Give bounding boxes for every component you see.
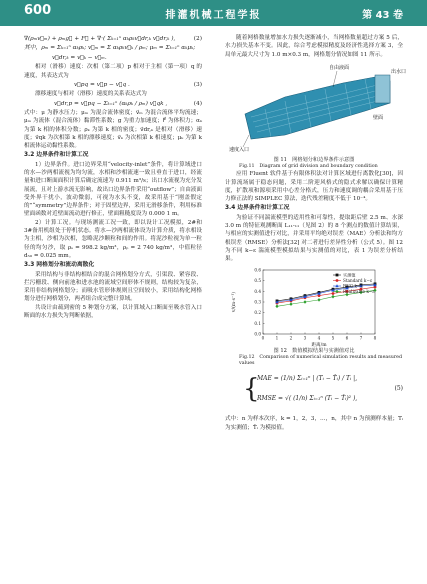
figure-12	[225, 264, 403, 348]
free-surface-label: 自由液面	[329, 64, 350, 71]
legend-label: 实测值	[343, 272, 356, 278]
figure-12-caption-en: Fig.12 Comparison of numerical simulation results and measured values	[239, 354, 403, 366]
y-tick-label: 0.1	[254, 320, 261, 326]
y-tick-label: 0.0	[254, 331, 261, 337]
equation-2-number: (2)	[193, 36, 202, 42]
x-tick-label: 0	[261, 335, 265, 341]
x-axis-label: 距离/m	[311, 342, 327, 348]
y-axis-label: v/(m·s⁻¹)	[232, 291, 237, 312]
section-3-4-heading: 3.4 边界条件和计算工况	[225, 205, 290, 212]
y-tick-label: 0.6	[254, 267, 261, 273]
data-point	[332, 292, 335, 295]
velocity-comparison-chart	[225, 264, 403, 348]
symbol-definitions: 式中：μ 为静水压力；μₘ 为混合流体密度；v⃗ₘ 为混合流体平均流速；μₘ 为流体（混合流体）黏滞性系数；g 为重力加速度；F⃗ 为体积力；αₖ 为第 k 相的体积分数；ρₖ 为第 k 相的密度；v⃗dr,ₖ 是相对（滑移）速度；v⃗qk 为次相第 k 相的漂移速度；v⃗ₖ 为次相第 k 相速度；μₖ 为第 k 相流体运动黏性系数。	[24, 109, 202, 150]
equation-2	[24, 35, 202, 43]
x-tick-label: 2	[289, 335, 293, 341]
wall-label: 壁面	[373, 114, 384, 121]
outlet-label: 出水口	[391, 68, 407, 75]
inlet-label: 速度入口	[229, 146, 250, 153]
x-tick-label: 7	[359, 335, 363, 341]
legend-label: Realizable k−ε	[343, 288, 375, 294]
x-tick-label: 3	[303, 335, 307, 341]
y-tick-label: 0.5	[254, 277, 261, 283]
drift-velocity-definition: v⃗dr,ₖ = v⃗ₖ − v⃗ₘ.	[52, 54, 107, 61]
equation-5	[225, 367, 403, 415]
figure-12-caption: 图 12 数值模拟结果与实测值对比	[273, 347, 355, 354]
equation-4-body: v⃗dr,p = v⃗pq − Σₖ₌₁ⁿ (αₖρₖ / ρₘ) v⃗qk ,	[54, 100, 168, 107]
x-tick-label: 4	[317, 335, 321, 341]
validation-paragraph: 为验证不同湍流模型的适用性和可靠性，提取距后壁 2.5 m、水深 3.0 m 的特征观测断面 L₁₁-₁₁（见图 2）的 8 个测点的数值计算结果，与相应的实测值进行对比，并采用平均绝对误差（MAE）分析法和均方根误差（RMSE）分析法[32] 对二者进行差异性分析（公式 5）。图 12 为不同 k−ε 湍流模型模拟结果与实测值的对比，表 1 为误差分析结果。	[225, 214, 403, 263]
x-tick-label: 6	[345, 335, 349, 341]
figure-11-caption-en: Fig.11 Diagram of grid division and boundary condition	[239, 163, 378, 169]
y-tick-label: 0.4	[254, 288, 261, 294]
legend-label: RNG k−ε	[343, 283, 363, 289]
mesh-paragraph-1: 采用结构与非结构相结合的混合网格划分方式，引渠段、紧容段、拦污栅段、侧向前池和进水池的流域空间形体不规则，结构较为复杂，采用非结构网格划分；而吸水管形体规则且空间较小，采用结构化网格划分进行网格划分，两者组合成完整计算域。	[24, 271, 202, 303]
legend-marker	[336, 273, 339, 276]
mesh-domain	[245, 77, 390, 139]
equation-2-body: ∇(ρₘv⃗ₘ) + ρₘg⃗ + F⃗ + ∇·( Σₖ₌₁ⁿ αₖρₖv⃗dr,ₖ v⃗dr,ₖ ),	[24, 36, 176, 42]
slip-velocity-paragraph: 相对（滑移）速度：次相（第二项）p 相对于主相（第一项）q 的速度，其表达式为	[24, 64, 202, 79]
equation-5-number: (5)	[394, 385, 403, 393]
data-point	[331, 294, 334, 298]
computing-conditions-paragraph: 2）计算工况。与现场测流工况一致，即以设计工况模拟，2#和 3#备用机组处于停机状态。将水—沙两相流体设为计算介质，将水相设为主相，沙相为次相，忽略泥沙颗粒和间的作用。将泥沙粒视为单一粒径的均匀沙，取 ρₛ = 998.2 kg/m³，ρₚ = 2 740 kg/m³，中值粒径 d₅₀ = 0.025 mm。	[24, 219, 202, 259]
data-point	[275, 304, 278, 308]
legend-label: Standard k−ε	[343, 277, 373, 283]
section-3-2-heading: 3.2 边界条件和计算工况	[24, 152, 89, 159]
page-number: 600	[24, 3, 52, 18]
simulation-method-paragraph: 应用 Fluent 软件基于有限体积法对计算区域进行离散化[30]，因计算流场属于稳态问题，采用二阶迎风格式的隐式求解以确保计算精度，扩散项和源项采用中心差分格式，压力和速度调的耦合采用基于压力修正法的 SIMPLEC 算法，迭代残差精度不低于 10⁻⁴。	[225, 171, 403, 203]
mixture-definitions: 其中，ρₘ = Σₖ₌₁ⁿ αₖρₖ; v⃗ₘ = Σ αₖρₖv⃗ₖ / ρₘ; μₘ = Σₖ₌₁ⁿ αₖμₖ;	[24, 45, 196, 52]
x-tick-label: 1	[275, 335, 279, 341]
equation-3-body: v⃗pq = v⃗p − v⃗q .	[74, 81, 130, 88]
boundary-conditions-paragraph: 1）边界条件。进口边界采用“velocity-inlet”条件，将计算域进口的水—沙两相流视为均匀流，水相和沙相流速一致且垂直于进口，经流量和进口断面面积计算后确定流速为 0.911 m³/s；出口水流视为充分发展流，且对上游水流无影响，故出口边界条件采用“outflow”；自由液面受外界干扰小，波动微弱，可视为水头不变，故采用基于“刚盖假定的”“symmetry”边界条件；对于固壁边界，采用无滑移条件，利用标准壁面函数对近壁面流动进行修正，壁面粗糙度设为 0.000 1 m。	[24, 161, 202, 218]
figure-11-caption: 图 11 网格划分和边界条件示意图	[273, 156, 355, 163]
y-tick-label: 0.3	[254, 299, 261, 305]
mesh-paragraph-2: 共设计由疏到密的 5 种划分方案，以计算域入口断面至吸水管入口断面的水力损失为判断依据，	[24, 304, 202, 320]
data-point	[317, 298, 320, 302]
equation-3-number: (3)	[193, 81, 202, 88]
equation-5-symbols: 式中：n 为样本次序，k = 1，2，3，…，n，其中 n 为预测样本量；Tᵢ 为实测值；T̂ᵢ 为模拟值。	[225, 416, 403, 431]
legend-marker	[336, 279, 339, 282]
data-point	[289, 302, 292, 306]
pump-sump	[375, 75, 390, 103]
left-column	[24, 34, 202, 320]
equation-5-brace: {	[243, 374, 260, 405]
volume-label: 第 43 卷	[362, 10, 403, 21]
journal-header	[0, 0, 427, 26]
y-tick-label: 0.2	[254, 309, 261, 315]
equation-4	[24, 100, 202, 108]
mesh-continuation-paragraph: 随着网格数量增加水力损失逐渐减小，当网格数量超过方案 5 后，水力损失基本不变。因此，综合考虑模拟精度及经济性选择方案 3，全局单元最大尺寸为 1.0 m×0.3 m，网格划分情况如图 11 所示。	[225, 35, 403, 58]
right-column	[225, 34, 407, 432]
equation-3	[24, 81, 202, 89]
x-tick-label: 8	[373, 335, 377, 341]
equation-4-number: (4)	[193, 100, 202, 107]
equation-5-mae: MAE = (1/n) Σᵢ₌₁ⁿ | (Tᵢ − T̂ᵢ) / Tᵢ |,	[257, 375, 358, 383]
x-tick-label: 5	[331, 335, 335, 341]
journal-title: 排灌机械工程学报	[165, 10, 262, 21]
grid-diagram	[225, 59, 407, 157]
equation-5-rmse: RMSE = √( (1/n) Σᵢ₌₁ⁿ (Tᵢ − T̂ᵢ)² ),	[257, 395, 358, 403]
figure-11	[225, 59, 407, 157]
drift-paragraph: 漂移速度与相对（滑移）速度的关系表达式为	[35, 91, 147, 98]
data-point	[303, 300, 306, 304]
section-3-3-heading: 3.3 网格划分和流动离散化	[24, 262, 95, 269]
